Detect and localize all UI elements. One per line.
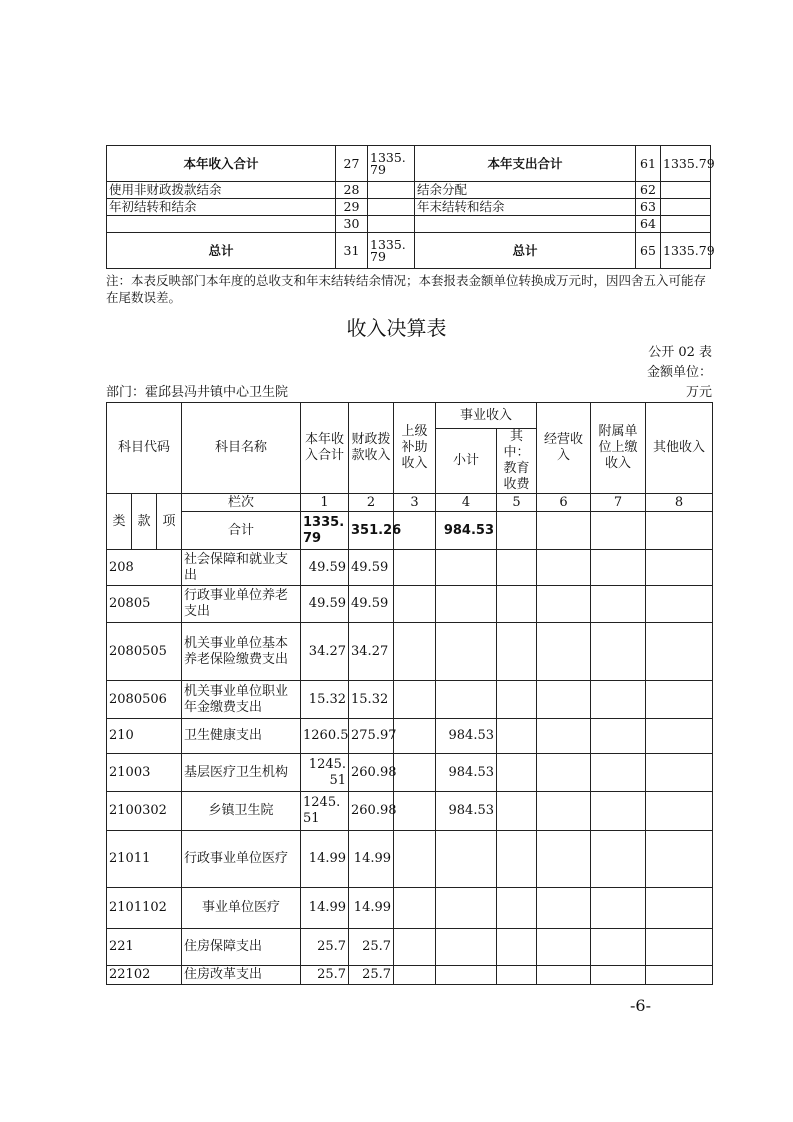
- row-fiscal: 25.7: [349, 966, 394, 985]
- amount: [661, 199, 711, 216]
- row-name: 社会保障和就业支出: [182, 550, 301, 586]
- form-number: 公开 02 表: [648, 345, 712, 360]
- unit-label: 金额单位：: [646, 365, 712, 380]
- sum-total: 1335.79: [301, 512, 349, 550]
- header-kuan: 款: [132, 494, 157, 550]
- row-subtotal: [436, 681, 497, 719]
- col-num: 5: [497, 494, 537, 512]
- table-row: [107, 888, 713, 929]
- row-label: 使用非财政拨款结余: [107, 182, 336, 199]
- row-code: 21003: [107, 754, 182, 792]
- table-note: 注：本表反映部门本年度的总收支和年末结转结余情况；本套报表金额单位转换成万元时，因四舍五入可能存在尾数误差。: [106, 273, 707, 305]
- row-number: 31: [336, 233, 368, 269]
- row-fiscal: 25.7: [349, 929, 394, 966]
- row-code: 2100302: [107, 792, 182, 831]
- row-fiscal: 49.59: [349, 550, 394, 586]
- header-operating: 经营收入: [537, 403, 591, 494]
- row-fiscal: 14.99: [349, 831, 394, 888]
- header-code: 科目代码: [107, 403, 182, 494]
- header-xiang: 项: [157, 494, 182, 550]
- row-subtotal: [436, 831, 497, 888]
- amount: 1335.79: [661, 233, 711, 269]
- row-code: 208: [107, 550, 182, 586]
- table-row: [107, 681, 713, 719]
- header-other: 其他收入: [646, 403, 713, 494]
- amount: 1335.79: [368, 233, 415, 269]
- row-number: 62: [636, 182, 661, 199]
- sum-operating: [537, 512, 591, 550]
- row-number: 65: [636, 233, 661, 269]
- row-total: 1245.51: [301, 754, 349, 792]
- row-code: 21011: [107, 831, 182, 888]
- row-subtotal: [436, 966, 497, 985]
- row-total: 49.59: [301, 550, 349, 586]
- row-code: 210: [107, 719, 182, 754]
- col-num: 1: [301, 494, 349, 512]
- summary-table: [106, 145, 715, 269]
- table-row: [107, 754, 713, 792]
- row-total: 1245.51: [301, 792, 349, 831]
- page-number: -6-: [630, 996, 651, 1015]
- unit-value: 万元: [685, 385, 712, 400]
- amount: [368, 199, 415, 216]
- row-fiscal: 15.32: [349, 681, 394, 719]
- row-number: 29: [336, 199, 368, 216]
- row-label: 总计: [107, 233, 336, 269]
- sum-fiscal: 351.26: [349, 512, 394, 550]
- row-name: 基层医疗卫生机构: [182, 754, 301, 792]
- header-lei: 类: [107, 494, 132, 550]
- header-education: 其中：教育收费: [497, 429, 537, 494]
- col-num: 4: [436, 494, 497, 512]
- col-num: 6: [537, 494, 591, 512]
- amount: [368, 182, 415, 199]
- row-number: 28: [336, 182, 368, 199]
- department-label: 部门：霍邱县冯井镇中心卫生院: [106, 385, 289, 400]
- row-name: 乡镇卫生院: [182, 792, 301, 831]
- sum-education: [497, 512, 537, 550]
- sum-affiliated: [591, 512, 646, 550]
- amount: [661, 182, 711, 199]
- row-name: 机关事业单位基本养老保险缴费支出: [182, 623, 301, 681]
- row-subtotal: 984.53: [436, 754, 497, 792]
- row-name: 机关事业单位职业年金缴费支出: [182, 681, 301, 719]
- row-total: 15.32: [301, 681, 349, 719]
- row-number: 63: [636, 199, 661, 216]
- header-affiliated: 附属单位上缴收入: [591, 403, 646, 494]
- row-total: 25.7: [301, 929, 349, 966]
- sum-label: 合计: [182, 512, 301, 550]
- row-label: 年末结转和结余: [415, 199, 636, 216]
- row-total: 14.99: [301, 888, 349, 929]
- table-row: [107, 233, 711, 269]
- row-subtotal: [436, 888, 497, 929]
- income-table: [106, 402, 713, 985]
- page-title: 收入决算表: [346, 316, 447, 340]
- table-row: [107, 719, 713, 754]
- col-num: 3: [394, 494, 436, 512]
- row-code: 2101102: [107, 888, 182, 929]
- row-total: 1260.5: [301, 719, 349, 754]
- row-label: [415, 216, 636, 233]
- sum-subtotal: 984.53: [436, 512, 497, 550]
- table-row: [107, 199, 711, 216]
- col-num: 8: [646, 494, 713, 512]
- row-code: 221: [107, 929, 182, 966]
- row-number: 64: [636, 216, 661, 233]
- amount: [368, 216, 415, 233]
- column-number-row: [107, 494, 713, 512]
- amount: 1335.79: [368, 146, 415, 182]
- col-num: 2: [349, 494, 394, 512]
- row-name: 住房改革支出: [182, 966, 301, 985]
- row-number: 30: [336, 216, 368, 233]
- row-label: 总计: [415, 233, 636, 269]
- header-subtotal: 小计: [436, 429, 497, 494]
- header-row: [107, 403, 713, 429]
- row-subtotal: 984.53: [436, 792, 497, 831]
- row-label: [107, 216, 336, 233]
- sum-other: [646, 512, 713, 550]
- table-row: [107, 966, 713, 985]
- row-total: 14.99: [301, 831, 349, 888]
- row-label: 结余分配: [415, 182, 636, 199]
- row-label: 本年支出合计: [415, 146, 636, 182]
- col-num: 7: [591, 494, 646, 512]
- table-row: [107, 216, 711, 233]
- row-subtotal: 984.53: [436, 719, 497, 754]
- row-label: 本年收入合计: [107, 146, 336, 182]
- table-row: [107, 929, 713, 966]
- row-subtotal: [436, 929, 497, 966]
- row-code: 20805: [107, 586, 182, 623]
- column-label: 栏次: [182, 494, 301, 512]
- amount: [661, 216, 711, 233]
- row-total: 25.7: [301, 966, 349, 985]
- row-number: 61: [636, 146, 661, 182]
- header-superior: 上级补助收入: [394, 403, 436, 494]
- row-label: 年初结转和结余: [107, 199, 336, 216]
- sum-row: [107, 512, 713, 550]
- row-fiscal: 275.97: [349, 719, 394, 754]
- table-row: [107, 146, 711, 182]
- row-fiscal: 14.99: [349, 888, 394, 929]
- table-row: [107, 182, 711, 199]
- row-total: 49.59: [301, 586, 349, 623]
- row-fiscal: 34.27: [349, 623, 394, 681]
- table-row: [107, 550, 713, 586]
- amount: 1335.79: [661, 146, 711, 182]
- row-subtotal: [436, 623, 497, 681]
- row-number: 27: [336, 146, 368, 182]
- header-name: 科目名称: [182, 403, 301, 494]
- row-fiscal: 260.98: [349, 754, 394, 792]
- row-fiscal: 49.59: [349, 586, 394, 623]
- table-row: [107, 831, 713, 888]
- row-code: 2080505: [107, 623, 182, 681]
- table-row: [107, 792, 713, 831]
- row-subtotal: [436, 586, 497, 623]
- row-name: 行政事业单位养老支出: [182, 586, 301, 623]
- row-subtotal: [436, 550, 497, 586]
- row-name: 事业单位医疗: [182, 888, 301, 929]
- row-code: 22102: [107, 966, 182, 985]
- row-name: 住房保障支出: [182, 929, 301, 966]
- row-name: 卫生健康支出: [182, 719, 301, 754]
- row-fiscal: 260.98: [349, 792, 394, 831]
- table-row: [107, 623, 713, 681]
- row-name: 行政事业单位医疗: [182, 831, 301, 888]
- table-row: [107, 586, 713, 623]
- header-fiscal: 财政拨款收入: [349, 403, 394, 494]
- header-total: 本年收入合计: [301, 403, 349, 494]
- row-code: 2080506: [107, 681, 182, 719]
- header-business: 事业收入: [436, 403, 537, 429]
- row-total: 34.27: [301, 623, 349, 681]
